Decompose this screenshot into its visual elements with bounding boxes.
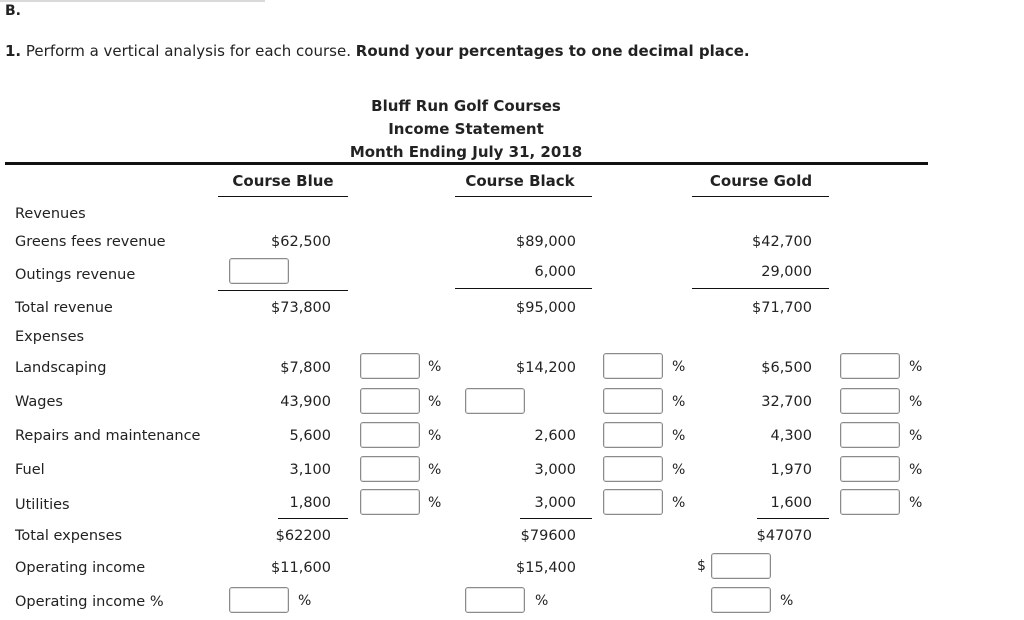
label-fuel: Fuel [15,462,45,478]
black-repairs: 2,600 [534,428,576,444]
gold-operating-pct-symbol: % [780,593,794,609]
label-operating-income: Operating income [15,560,146,576]
blue-wages: 43,900 [280,394,331,410]
black-wages-pct-symbol: % [672,394,686,410]
blue-operating-pct-symbol: % [298,593,312,609]
black-wages-pct-input[interactable] [603,388,663,414]
company-name: Bluff Run Golf Courses [371,97,561,115]
label-revenues: Revenues [15,206,86,222]
column-header-black: Course Black [465,172,575,190]
column-underline-gold [692,196,829,197]
blue-fuel: 3,100 [289,462,331,478]
column-underline-black [455,196,592,197]
black-fuel-pct-input[interactable] [603,456,663,482]
blue-fuel-pct-input[interactable] [360,456,420,482]
black-utilities-pct-symbol: % [672,495,686,511]
blue-repairs-pct-symbol: % [428,428,442,444]
label-outings: Outings revenue [15,267,136,283]
gold-outings: 29,000 [761,264,812,280]
blue-greens: $62,500 [271,234,331,250]
gold-fuel: 1,970 [770,462,812,478]
label-wages: Wages [15,394,63,410]
blue-operating-pct-input[interactable] [229,587,289,613]
instruction-text: Perform a vertical analysis for each course. [25,42,351,60]
black-operating-income: $15,400 [516,560,576,576]
label-repairs: Repairs and maintenance [15,428,201,444]
blue-repairs: 5,600 [289,428,331,444]
gold-landscaping: $6,500 [761,360,812,376]
gold-operating-income-input[interactable] [711,553,771,579]
black-operating-pct-symbol: % [535,593,549,609]
blue-landscaping: $7,800 [280,360,331,376]
top-divider [0,0,265,2]
instruction-bold: Round your percentages to one decimal place. [355,42,750,60]
gold-operating-dollar-symbol: $ [697,558,706,574]
gold-expense-underline [757,518,829,519]
header-rule [5,162,928,165]
column-header-blue: Course Blue [232,172,334,190]
column-header-gold: Course Gold [709,172,813,190]
gold-total-revenue: $71,700 [752,300,812,316]
gold-wages-pct-symbol: % [909,394,923,410]
blue-wages-pct-input[interactable] [360,388,420,414]
gold-repairs-pct-input[interactable] [840,422,900,448]
blue-expense-underline [278,518,348,519]
black-repairs-pct-input[interactable] [603,422,663,448]
blue-landscaping-pct-symbol: % [428,359,442,375]
gold-landscaping-pct-symbol: % [909,359,923,375]
label-greens: Greens fees revenue [15,234,166,250]
blue-operating-income: $11,600 [271,560,331,576]
blue-utilities-pct-symbol: % [428,495,442,511]
gold-repairs: 4,300 [770,428,812,444]
blue-wages-pct-symbol: % [428,394,442,410]
black-landscaping-pct-input[interactable] [603,353,663,379]
column-underline-blue [218,196,348,197]
gold-utilities-pct-symbol: % [909,495,923,511]
gold-total-expenses: $47070 [756,528,812,544]
gold-revenue-underline [692,288,829,289]
black-revenue-underline [455,288,592,289]
black-repairs-pct-symbol: % [672,428,686,444]
blue-utilities-pct-input[interactable] [360,489,420,515]
gold-operating-pct-input[interactable] [711,587,771,613]
black-utilities-pct-input[interactable] [603,489,663,515]
label-landscaping: Landscaping [15,360,107,376]
gold-repairs-pct-symbol: % [909,428,923,444]
gold-greens: $42,700 [752,234,812,250]
blue-total-expenses: $62200 [275,528,331,544]
gold-landscaping-pct-input[interactable] [840,353,900,379]
statement-title: Income Statement [388,120,544,138]
blue-total-revenue: $73,800 [271,300,331,316]
instruction-number: 1. [5,42,22,60]
instruction [5,42,750,60]
black-landscaping: $14,200 [516,360,576,376]
blue-landscaping-pct-input[interactable] [360,353,420,379]
black-operating-pct-input[interactable] [465,587,525,613]
label-total-expenses: Total expenses [15,528,123,544]
blue-repairs-pct-input[interactable] [360,422,420,448]
black-fuel: 3,000 [534,462,576,478]
label-total-revenue: Total revenue [15,300,113,316]
gold-fuel-pct-input[interactable] [840,456,900,482]
blue-revenue-underline [218,290,348,291]
black-utilities: 3,000 [534,495,576,511]
gold-fuel-pct-symbol: % [909,462,923,478]
gold-utilities: 1,600 [770,495,812,511]
black-greens: $89,000 [516,234,576,250]
gold-wages: 32,700 [761,394,812,410]
label-operating-income-pct: Operating income % [15,594,164,610]
black-total-revenue: $95,000 [516,300,576,316]
black-expense-underline [520,518,592,519]
blue-fuel-pct-symbol: % [428,462,442,478]
gold-wages-pct-input[interactable] [840,388,900,414]
label-utilities: Utilities [15,497,70,513]
black-total-expenses: $79600 [520,528,576,544]
blue-outings-input[interactable] [229,258,289,284]
gold-utilities-pct-input[interactable] [840,489,900,515]
statement-period: Month Ending July 31, 2018 [349,143,583,161]
black-outings: 6,000 [534,264,576,280]
black-wages-input[interactable] [465,388,525,414]
part-label: B. [5,3,21,19]
label-expenses: Expenses [15,329,85,345]
black-landscaping-pct-symbol: % [672,359,686,375]
blue-utilities: 1,800 [289,495,331,511]
black-fuel-pct-symbol: % [672,462,686,478]
